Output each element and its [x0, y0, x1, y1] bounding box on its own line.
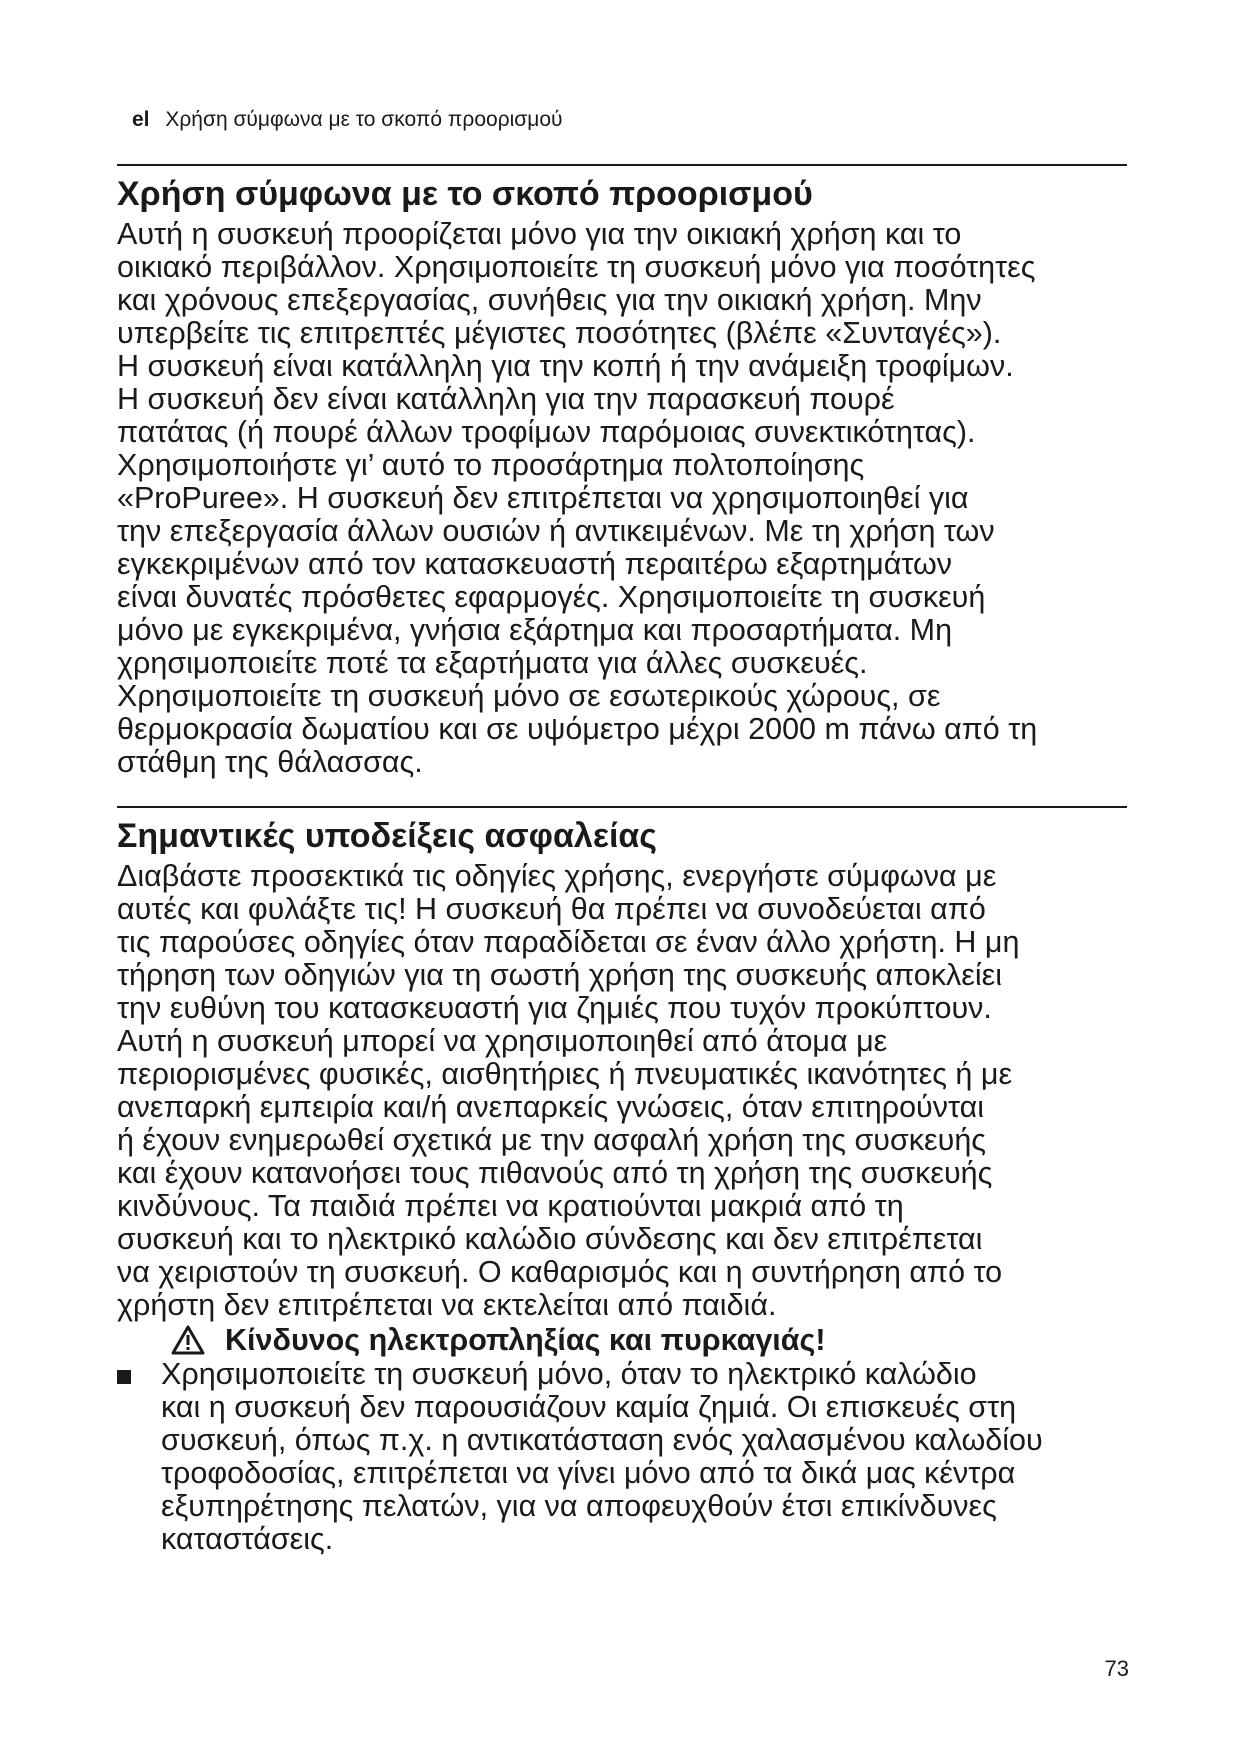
bullet-line: και η συσκευή δεν παρουσιάζουν καμία ζημιά. Οι επισκευές στη — [161, 1390, 1017, 1424]
warning-triangle-icon — [171, 1325, 205, 1355]
body-line: τις παρούσες οδηγίες όταν παραδίδεται σε έναν άλλο χρήστη. Η μη — [117, 925, 1020, 959]
section-divider — [117, 164, 1127, 166]
section-body — [117, 218, 1147, 779]
warning-heading — [171, 1322, 1147, 1358]
body-line: περιορισμένες φυσικές, αισθητήριες ή πνευματικές ικανότητες ή με — [117, 1057, 1013, 1091]
body-line: εγκεκριμένων από τον κατασκευαστή περαιτέρω εξαρτημάτων — [117, 547, 953, 581]
running-header — [132, 107, 563, 133]
body-line: χρήστη δεν επιτρέπεται να εκτελείται από παιδιά. — [117, 1288, 777, 1322]
body-line: και έχουν κατανοήσει τους πιθανούς από τη χρήση της συσκευής — [117, 1156, 993, 1190]
body-line: αυτές και φυλάξτε τις! Η συσκευή θα πρέπει να συνοδεύεται από — [117, 892, 986, 926]
section-title: Σημαντικές υποδείξεις ασφαλείας — [117, 817, 657, 855]
section-body — [117, 860, 1147, 1322]
body-line: Η συσκευή δεν είναι κατάλληλη για την παρασκευή πουρέ — [117, 382, 895, 416]
section-safety-instructions — [117, 814, 1147, 1556]
bullet-line: Χρησιμοποιείτε τη συσκευή μόνο, όταν το ηλεκτρικό καλώδιο — [161, 1357, 977, 1391]
body-line: Χρησιμοποιήστε γι’ αυτό το προσάρτημα πολτοποίησης — [117, 448, 865, 482]
list-item — [117, 1358, 1147, 1556]
body-line: «ProPuree». Η συσκευή δεν επιτρέπεται να χρησιμοποιηθεί για — [117, 481, 969, 515]
bullet-line: καταστάσεις. — [161, 1522, 334, 1556]
body-line: πατάτας (ή πουρέ άλλων τροφίμων παρόμοιας συνεκτικότητας). — [117, 415, 976, 449]
body-line: μόνο με εγκεκριμένα, γνήσια εξάρτημα και προσαρτήματα. Μη — [117, 613, 953, 647]
section-intended-use — [117, 172, 1147, 779]
page-number: 73 — [1104, 1656, 1129, 1681]
section-title: Χρήση σύμφωνα με το σκοπό προορισμού — [117, 175, 813, 213]
body-line: συσκευή και το ηλεκτρικό καλώδιο σύνδεσης και δεν επιτρέπεται — [117, 1222, 983, 1256]
body-line: Αυτή η συσκευή προορίζεται μόνο για την οικιακή χρήση και το — [117, 217, 962, 251]
body-line: Η συσκευή είναι κατάλληλη για την κοπή ή την ανάμειξη τροφίμων. — [117, 349, 1014, 383]
body-line: ή έχουν ενημερωθεί σχετικά με την ασφαλή χρήση της συσκευής — [117, 1123, 986, 1157]
language-code: el — [132, 108, 150, 131]
body-line: την ευθύνη του κατασκευαστή για ζημιές που τυχόν προκύπτουν. — [117, 991, 992, 1025]
body-line: Χρησιμοποιείτε τη συσκευή μόνο σε εσωτερικούς χώρους, σε — [117, 679, 941, 713]
body-line: και χρόνους επεξεργασίας, συνήθεις για την οικιακή χρήση. Μην — [117, 283, 982, 317]
body-line: κινδύνους. Τα παιδιά πρέπει να κρατιούνται μακριά από τη — [117, 1189, 904, 1223]
square-bullet-icon — [117, 1370, 131, 1384]
bullet-line: τροφοδοσίας, επιτρέπεται να γίνει μόνο από τα δικά μας κέντρα — [161, 1456, 1016, 1490]
body-line: στάθμη της θάλασσας. — [117, 745, 423, 779]
body-line: υπερβείτε τις επιτρεπτές μέγιστες ποσότητες (βλέπε «Συνταγές»). — [117, 316, 1002, 350]
bullet-line: εξυπηρέτησης πελατών, για να αποφευχθούν έτσι επικίνδυνες — [161, 1489, 997, 1523]
body-line: να χειριστούν τη συσκευή. Ο καθαρισμός και η συντήρηση από το — [117, 1255, 1003, 1289]
warning-title: Κίνδυνος ηλεκτροπληξίας και πυρκαγιάς! — [225, 1323, 826, 1357]
body-line: τήρηση των οδηγιών για τη σωστή χρήση της συσκευής αποκλείει — [117, 958, 1002, 992]
body-line: οικιακό περιβάλλον. Χρησιμοποιείτε τη συσκευή μόνο για ποσότητες — [117, 250, 1036, 284]
body-line: την επεξεργασία άλλων ουσιών ή αντικειμένων. Με τη χρήση των — [117, 514, 995, 548]
body-line: θερμοκρασία δωματίου και σε υψόμετρο μέχρι 2000 m πάνω από τη — [117, 712, 1038, 746]
section-divider — [117, 806, 1127, 808]
body-line: Διαβάστε προσεκτικά τις οδηγίες χρήσης, ενεργήστε σύμφωνα με — [117, 859, 997, 893]
body-line: χρησιμοποιείτε ποτέ τα εξαρτήματα για άλλες συσκευές. — [117, 646, 868, 680]
body-line: είναι δυνατές πρόσθετες εφαρμογές. Χρησιμοποιείτε τη συσκευή — [117, 580, 986, 614]
body-line: Αυτή η συσκευή μπορεί να χρησιμοποιηθεί από άτομα με — [117, 1024, 888, 1058]
bullet-line: συσκευή, όπως π.χ. η αντικατάσταση ενός χαλασμένου καλωδίου — [161, 1423, 1043, 1457]
body-line: ανεπαρκή εμπειρία και/ή ανεπαρκείς γνώσεις, όταν επιτηρούνται — [117, 1090, 985, 1124]
running-header-title: Χρήση σύμφωνα με το σκοπό προορισμού — [165, 108, 563, 131]
